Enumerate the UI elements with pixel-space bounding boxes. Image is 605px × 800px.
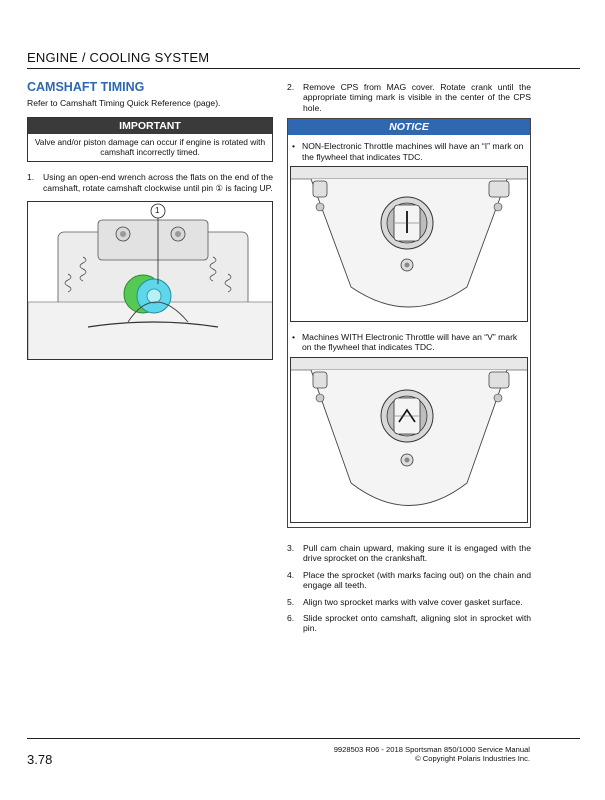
footer-manual-title: 9928503 R06 - 2018 Sportsman 850/1000 Service Manual [333,745,530,754]
notice-bullet-1 [288,141,530,162]
footer-credits [334,745,530,764]
camshaft-figure [27,201,273,360]
flywheel-i-mark-illustration [291,167,527,322]
step-number: 6. [287,613,295,624]
notice-box [287,118,531,528]
notice-bullet-text: NON-Electronic Throttle machines will have an “I” mark on the flywheel that indicates TDC. [302,141,524,162]
footer-rule [27,738,580,739]
lower-steps [287,543,531,640]
step-5 [287,597,531,607]
flywheel-v-mark-figure [290,357,528,523]
step-3 [287,543,531,564]
header-rule [27,68,580,69]
camshaft-illustration [28,202,273,360]
flywheel-i-mark-figure [290,166,528,322]
step-number: 1. [27,172,35,183]
step-text: Pull cam chain upward, making sure it is engaged with the drive sprocket on the crankshaft. [303,543,531,564]
notice-bullet-text: Machines WITH Electronic Throttle will have an “V” mark on the flywheel that indicates TDC. [302,332,518,353]
step-text: Align two sprocket marks with valve cover gasket surface. [303,596,523,607]
step-6 [287,613,531,634]
important-callout [27,117,273,163]
page-number: 3.78 [27,752,53,767]
bullet-dot: • [292,332,296,343]
page-header-title: ENGINE / COOLING SYSTEM [27,50,210,65]
section-intro: Refer to Camshaft Timing Quick Reference (page). [27,98,221,108]
bullet-dot: • [292,141,296,152]
step-1 [27,172,273,193]
figure-callout-label: 1 [155,206,160,216]
step-number: 4. [287,569,295,580]
notice-bullet-2 [288,332,530,353]
step-text: Slide sprocket onto camshaft, aligning slot in sprocket with pin. [303,613,531,634]
important-text: Valve and/or piston damage can occur if engine is rotated with camshaft incorrectly timed. [34,136,266,157]
notice-heading: NOTICE [288,119,530,135]
step-number: 3. [287,543,295,553]
important-heading: IMPORTANT [28,118,272,134]
step-2 [287,82,531,113]
step-4 [287,570,531,591]
step-number: 2. [287,82,295,92]
right-column [287,82,531,528]
step-text: Place the sprocket (with marks facing out) on the chain and engage all teeth. [303,569,531,591]
step-text: Using an open-end wrench across the flats on the end of the camshaft, rotate camshaft clockwise until pin ① is facing UP. [43,172,273,193]
left-column [27,80,273,360]
step-number: 5. [287,596,295,607]
section-title: CAMSHAFT TIMING [27,80,145,94]
footer-copyright: © Copyright Polaris Industries Inc. [415,754,530,764]
flywheel-v-mark-illustration [291,358,527,523]
step-text: Remove CPS from MAG cover. Rotate crank until the appropriate timing mark is visible in the center of the CPS hole. [303,82,531,113]
